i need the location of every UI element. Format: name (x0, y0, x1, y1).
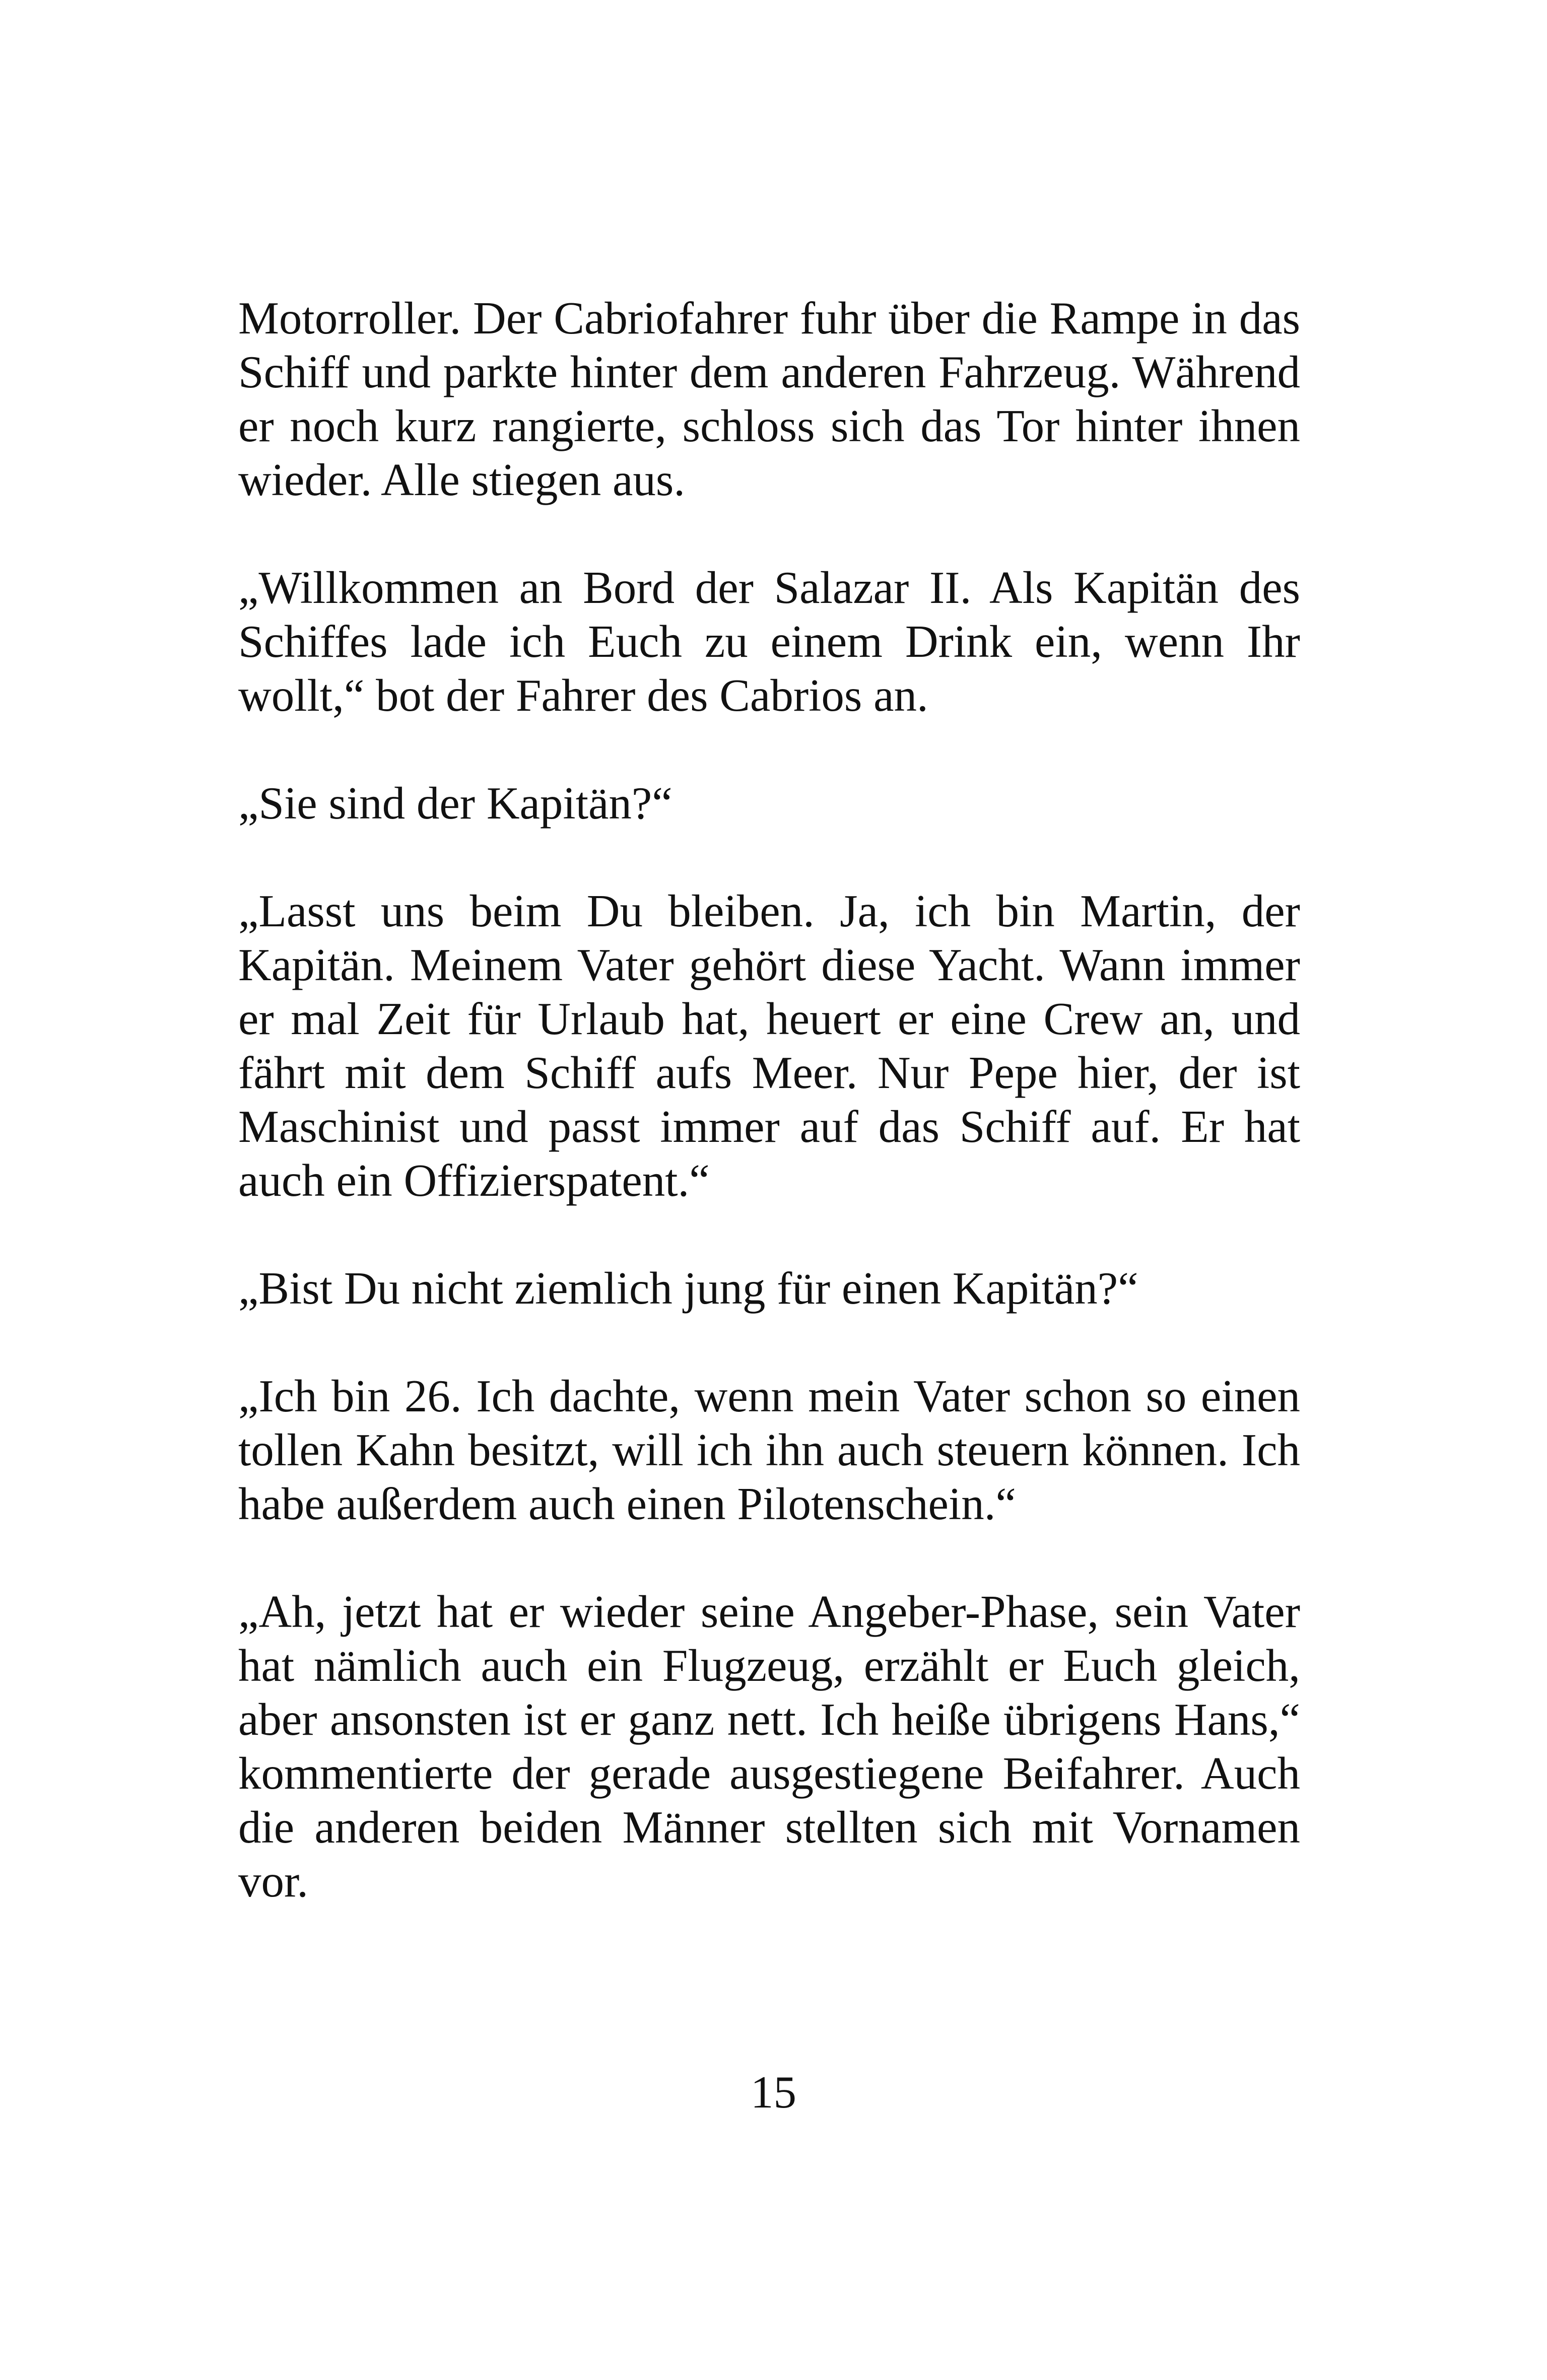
body-text (238, 291, 1300, 1908)
page-number: 15 (751, 2067, 796, 2118)
paragraph: „Ich bin 26. Ich dachte, wenn mein Vater schon so einen tollen Kahn besitzt, will ich ihn auch steuern können. Ich habe außerdem auch einen Pilotenschein.“ (238, 1371, 1300, 1529)
paragraph: „Ah, jetzt hat er wieder seine Angeber-Phase, sein Vater hat nämlich auch ein Flugzeug, erzählt er Euch gleich, aber ansonsten ist er ganz nett. Ich heiße übrigens Hans,“ kommentierte der gerade ausgestiegene Beifahrer. Auch die anderen beiden Männer stellten sich mit Vornamen vor. (238, 1586, 1300, 1907)
paragraph: „Bist Du nicht ziemlich jung für einen Kapitän?“ (238, 1263, 1138, 1314)
paragraph: „Lasst uns beim Du bleiben. Ja, ich bin Martin, der Kapitän. Meinem Vater gehört diese Yacht. Wann immer er mal Zeit für Urlaub hat, heuert er eine Crew an, und fährt mit dem Schiff aufs Meer. Nur Pepe hier, der ist Maschinist und passt immer auf das Schiff auf. Er hat auch ein Offizierspatent.“ (238, 886, 1300, 1206)
paragraph: „Sie sind der Kapitän?“ (238, 778, 672, 829)
paragraph: „Willkommen an Bord der Salazar II. Als Kapitän des Schiffes lade ich Euch zu einem Drink ein, wenn Ihr wollt,“ bot der Fahrer des Cabrios an. (238, 562, 1300, 721)
paragraph: Motorroller. Der Cabriofahrer fuhr über die Rampe in das Schiff und parkte hinter dem anderen Fahrzeug. Während er noch kurz rangierte, schloss sich das Tor hinter ihnen wieder. Alle stiegen aus. (238, 293, 1300, 505)
